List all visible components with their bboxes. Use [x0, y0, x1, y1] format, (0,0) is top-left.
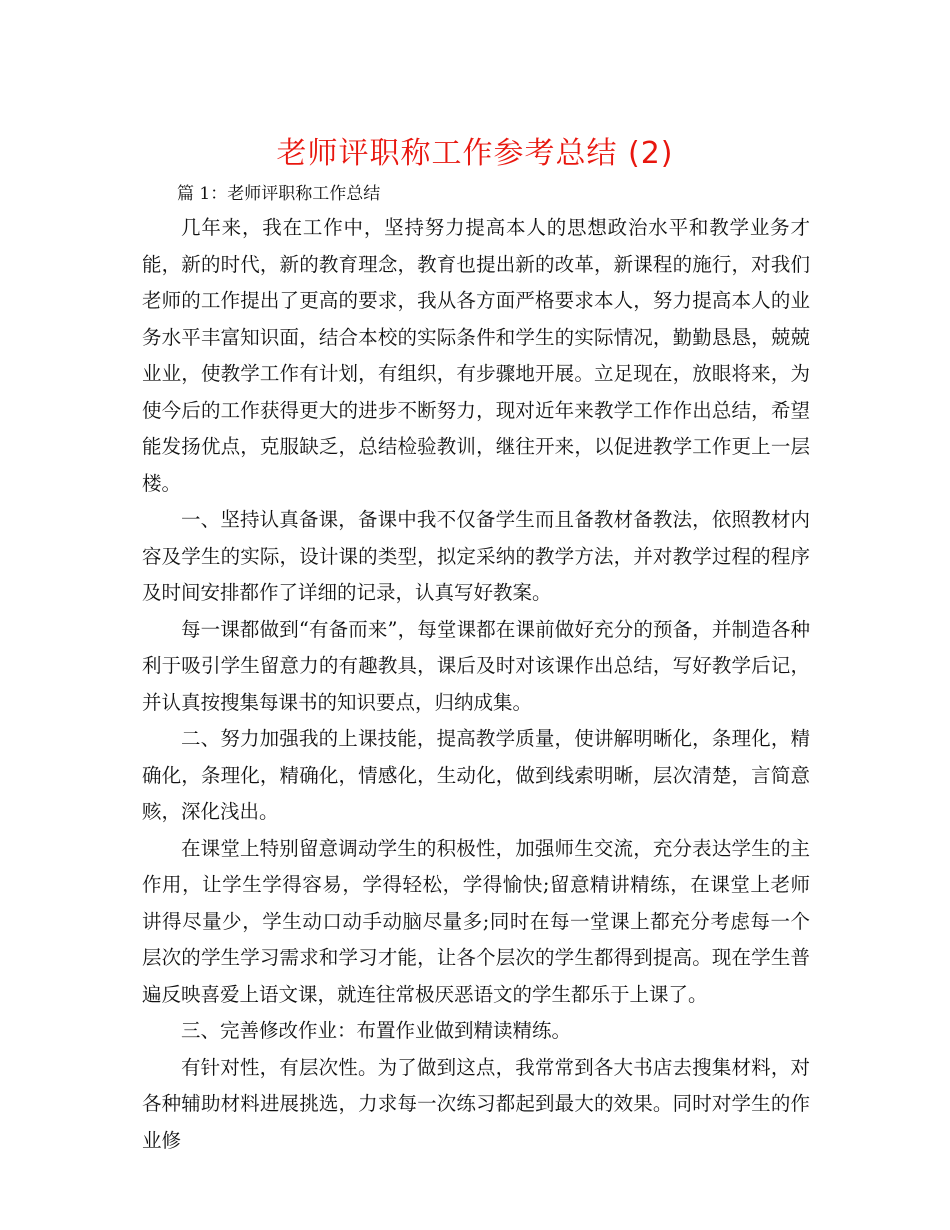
- document-title: 老师评职称工作参考总结 (2): [276, 136, 674, 171]
- paragraph-homework-details: 有针对性，有层次性。为了做到这点，我常常到各大书店去搜集材料，对各种辅助材料进展挑选，力求每一次练习都起到最大的效果。同时对学生的作业修: [142, 1055, 810, 1152]
- paragraph-homework-heading: 三、完善修改作业：布置作业做到精读精练。: [181, 1019, 572, 1042]
- paragraph-preparation-details: 每一课都做到“有备而来”，每堂课都在课前做好充分的预备，并制造各种利于吸引学生留意力的有趣教具，课后及时对该课作出总结，写好教学后记，并认真按搜集每课书的知识要点，归纳成集。: [142, 617, 810, 714]
- document-subtitle: 篇 1：老师评职称工作总结: [177, 184, 381, 204]
- paragraph-intro: 几年来，我在工作中，坚持努力提高本人的思想政治水平和教学业务才能，新的时代，新的教育理念，教育也提出新的改革，新课程的施行，对我们老师的工作提出了更高的要求，我从各方面严格要求本人，努力提高本人的业务水平丰富知识面，结合本校的实际条件和学生的实际情况，勤勤恳恳，兢兢业业，使教学工作有计划，有组织，有步骤地开展。立足现在，放眼将来，为使今后的工作获得更大的进步不断努力，现对近年来教学工作作出总结，希望能发扬优点，克服缺乏，总结检验教训，继往开来，以促进教学工作更上一层楼。: [142, 216, 810, 495]
- document-body: [142, 210, 810, 1159]
- paragraph-lesson-preparation: 一、坚持认真备课，备课中我不仅备学生而且备教材备教法，依照教材内容及学生的实际，设计课的类型，拟定采纳的教学方法，并对教学过程的程序及时间安排都作了详细的记录，认真写好教案。: [142, 508, 810, 604]
- paragraph-teaching-skills: 二、努力加强我的上课技能，提高教学质量，使讲解明晰化，条理化，精确化，条理化，精确化，情感化，生动化，做到线索明晰，层次清楚，言简意赅，深化浅出。: [142, 727, 810, 823]
- paragraph-classroom-engagement: 在课堂上特别留意调动学生的积极性，加强师生交流，充分表达学生的主作用，让学生学得容易，学得轻松，学得愉快;留意精讲精练，在课堂上老师讲得尽量少，学生动口动手动脑尽量多;同时在每一堂课上都充分考虑每一个层次的学生学习需求和学习才能，让各个层次的学生都得到提高。现在学生普遍反映喜爱上语文课，就连往常极厌恶语文的学生都乐于上课了。: [142, 836, 810, 1006]
